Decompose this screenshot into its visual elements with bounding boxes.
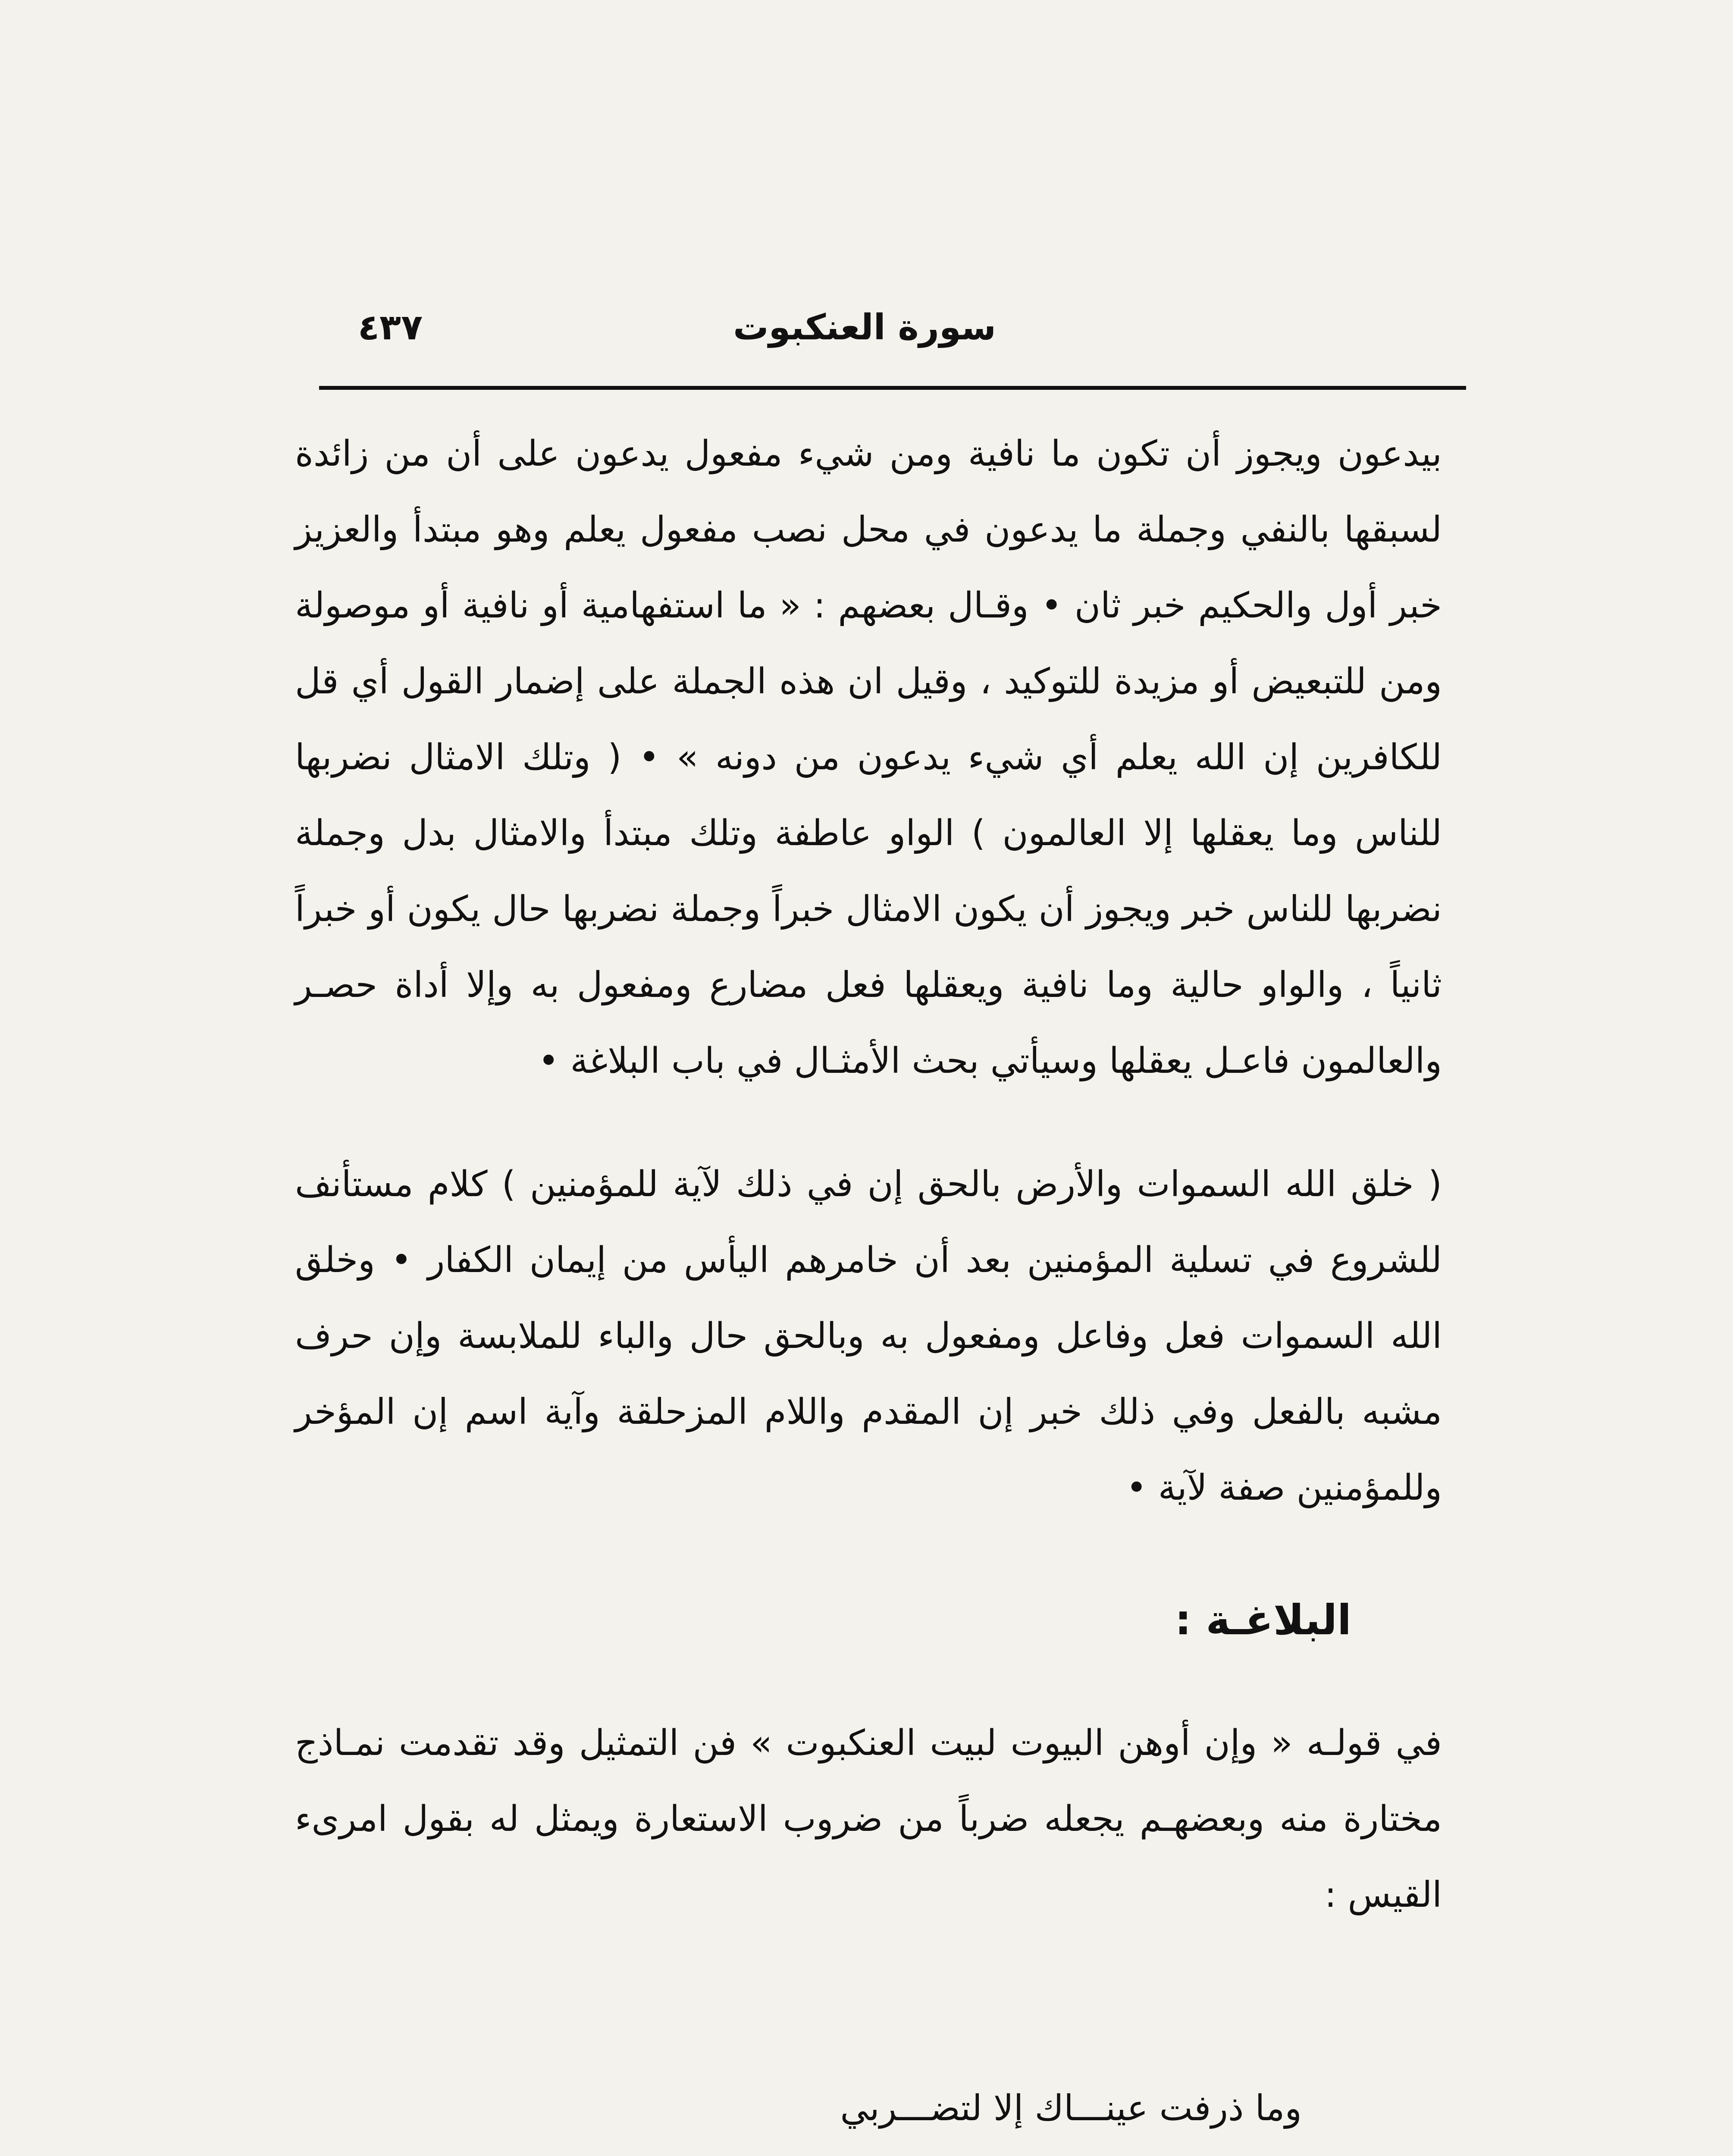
poetry-verse: [310, 2087, 1302, 2156]
verse-first-hemistich: وما ذرفت عينـــاك إلا لتضـــربي: [840, 2088, 1302, 2129]
paragraph-rhetoric: في قولـه « وإن أوهن البيوت لبيت العنكبوت » فن التمثيل وقد تقدمت نمـاذج مختارة منه وبعضهـم يجعله ضرباً من ضروب الاستعارة ويمثل له بقول امرىء القيس :: [295, 1723, 1442, 1915]
paragraph-spacer: [295, 1099, 1442, 1147]
paragraph-spacer: [295, 1658, 1442, 1705]
paragraph-verse-analysis: ( خلق الله السموات والأرض بالحق إن في ذلك لآية للمؤمنين ) كلام مستأنف للشروع في تسلية المؤمنين بعد أن خامرهم اليأس من إيمان الكفار • وخلق الله السموات فعل وفاعل ومفعول به وبالحق حال والباء للملابسة وإن حرف مشبه بالفعل وفي ذلك خبر إن المقدم واللام المزحلقة وآية اسم إن المؤخر وللمؤمنين صفة لآية •: [295, 1164, 1442, 1508]
page-body: [295, 416, 1442, 1933]
page-title: سورة العنكبوت: [733, 307, 996, 348]
page-number: ٤٣٧: [358, 307, 423, 348]
page-header: [319, 298, 1457, 358]
header-rule: [319, 386, 1466, 390]
section-heading: البلاغـة :: [1175, 1596, 1351, 1644]
paragraph-spacer: [295, 1526, 1442, 1582]
paragraph-syntax: بيدعون ويجوز أن تكون ما نافية ومن شيء مفعول يدعون على أن من زائدة لسبقها بالنفي وجملة ما يدعون في محل نصب مفعول يعلم وهو مبتدأ والعزيز خبر أول والحكيم خبر ثان • وقـال بعضهم : « ما استفهامية أو نافية أو موصولة ومن للتبعيض أو مزيدة للتوكيد ، وقيل ان هذه الجملة على إضمار القول أي قل للكافرين إن الله يعلم أي شيء يدعون من دونه » • ( وتلك الامثال نضربها للناس وما يعقلها إلا العالمون ) الواو عاطفة وتلك مبتدأ والامثال بدل وجملة نضربها للناس خبر ويجوز أن يكون الامثال خبراً وجملة نضربها حال يكون أو خبراً ثانياً ، والواو حالية وما نافية ويعقلها فعل مضارع ومفعول به وإلا أداة حصـر والعالمون فاعـل يعقلها وسيأتي بحث الأمثـال في باب البلاغة •: [295, 433, 1442, 1081]
